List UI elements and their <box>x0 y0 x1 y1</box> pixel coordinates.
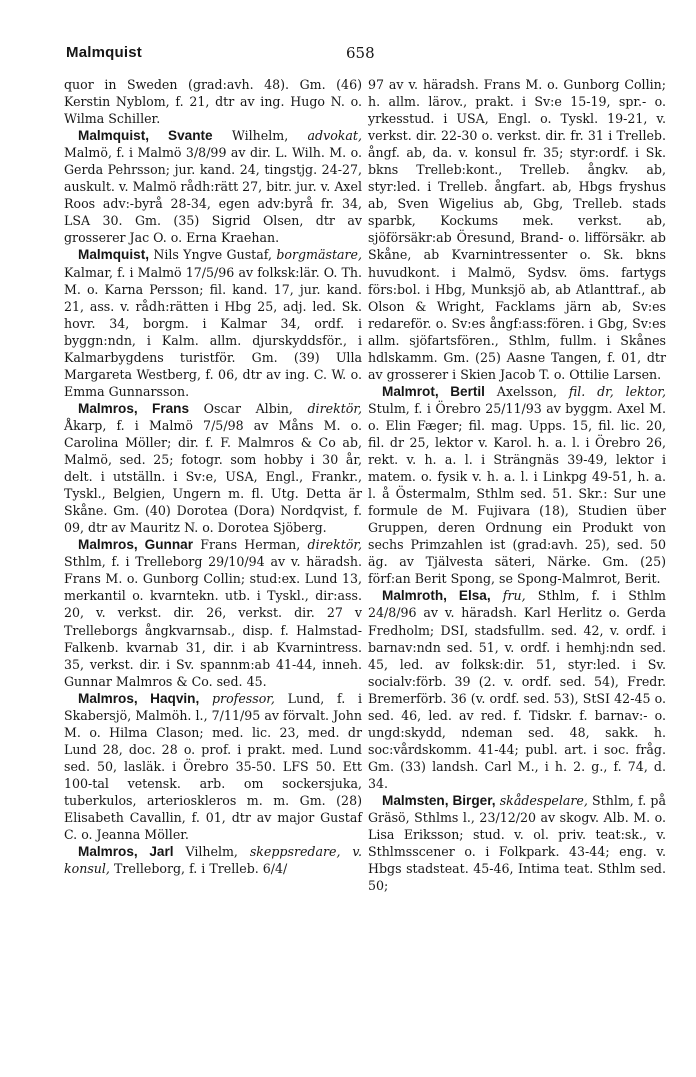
entry <box>64 843 362 877</box>
entry-title: skådespelare, <box>499 792 588 808</box>
entry-text: Sthlm, f. i Trelleborg 29/10/94 av v. häradsh. Frans M. o. Gunborg Collin; stud:ex. Lund 13, merkantil o. kvarntekn. utb. i Tyskl., dir:ass. 20, v. verkst. dir. 26, verkst. dir. 27 v Trelleborgs ångkvarnsab., disp. f. Halmstad-Falkenb. kvarnab 31, dir. i ab Kvarnintress. 35, verkst. dir. i Sv. spannm:ab 41-44, inneh. Gunnar Malmros & Co. sed. 45. <box>64 554 362 689</box>
page-number: 658 <box>346 44 375 62</box>
entry <box>64 246 362 399</box>
entry-title: advokat, <box>307 128 362 144</box>
entry-continuation <box>64 76 362 127</box>
entry-given-names: Axelsson, <box>496 383 558 399</box>
entry-name: Malmros, Jarl <box>78 844 174 860</box>
entry <box>368 587 666 792</box>
entry <box>368 792 666 894</box>
entry-title: skeppsredare, v. konsul, <box>64 844 362 877</box>
entry <box>64 127 362 246</box>
entry-title: direktör, <box>307 537 362 553</box>
entry-text: Trelleborg, f. i Trelleb. 6/4/ <box>113 861 288 877</box>
entry-given-names: Frans Herman, <box>200 537 301 553</box>
entry-title: fil. dr, lektor, <box>568 383 666 399</box>
entry-continuation <box>368 76 666 383</box>
entry-text: Malmö, f. i Malmö 3/8/99 av dir. L. Wilh. M. o. Gerda Pehrsson; jur. kand. 24, tingstjg. 24-27, auskult. v. Malmö rådh:rätt 27, bitr. jur. v. Axel Roos adv:-byrå 28-34, egen adv:byrå fr. 34, LSA 30. Gm. (35) Sigrid Olsen, dtr av grosserer Jac O. o. Erna Kraehan. <box>64 145 362 246</box>
entry-name: Malmquist, Svante <box>78 128 213 144</box>
entry-name: Malmros, Gunnar <box>78 537 193 553</box>
left-column <box>64 76 362 877</box>
entry-given-names: Nils Yngve Gustaf, <box>153 247 272 263</box>
entry <box>64 400 362 536</box>
entry-title: professor, <box>212 690 275 706</box>
entry-text: Sthlm, f. på Gräsö, Sthlms l., 23/12/20 av skogv. Alb. M. o. Lisa Eriksson; stud. v. ol. priv. teat:sk., v. Sthlmsscener o. i Folkpark. 43-44; eng. v. Hbgs stadsteat. 45-46, Intima teat. Sthlm sed. 50; <box>368 792 666 894</box>
entry-given-names: Vilhelm, <box>185 844 238 860</box>
entry-title: fru, <box>502 588 526 604</box>
entry-title: borgmästare, <box>276 247 362 263</box>
entry-name: Malmquist, <box>78 247 149 263</box>
page-header <box>66 44 666 68</box>
entry-text: Åkarp, f. i Malmö 7/5/98 av Måns M. o. Carolina Möller; dir. f. F. Malmros & Co ab, Malmö, sed. 25; fotogr. som hobby i 30 år, delt. i utställn. i Sv:e, USA, Engl., Frankr., Tyskl., Belgien, Ungern m. fl. Utg. Detta är Skåne. Gm. (40) Dorotea (Dora) Nordqvist, f. 09, dtr av Mauritz N. o. Dorotea Sjöberg. <box>64 417 362 536</box>
entry-name: Malmroth, Elsa, <box>382 588 491 604</box>
entry-given-names: Oscar Albin, <box>203 400 293 416</box>
entry-name: Malmsten, Birger, <box>382 792 496 808</box>
entry-text: quor in Sweden (grad:avh. 48). Gm. (46) Kerstin Nyblom, f. 21, dtr av ing. Hugo N. o. Wilma Schiller. <box>64 77 362 127</box>
entry-text: Stulm, f. i Örebro 25/11/93 av byggm. Axel M. o. Elin Fæger; fil. mag. Upps. 15, fil. lic. 20, fil. dr 25, lektor v. Karol. h. a. l. i Örebro 26, rekt. v. h. a. l. i Strängnäs 39-49, lektor i matem. o. fysik v. h. a. l. i Linkpg 49-51, h. a. l. å Östermalm, Sthlm sed. 51. Skr.: Sur une formule de M. Fujivara (18), Studien über Gruppen, deren Ordnung ein Produkt von sechs Primzahlen ist (grad:avh. 25), sed. 50 äg. av Tjälvesta säteri, Närke. Gm. (25) förf:an Berit Spong, se Spong-Malmrot, Berit. <box>368 400 666 587</box>
entry-given-names: Wilhelm, <box>231 128 289 144</box>
entry-title: direktör, <box>307 400 362 416</box>
entry <box>64 536 362 689</box>
running-head: Malmquist <box>66 44 142 61</box>
entry-name: Malmros, Frans <box>78 400 190 416</box>
entry <box>64 690 362 843</box>
entry-text: Lund, f. i Skabersjö, Malmöh. l., 7/11/95 av förvalt. John M. o. Hilma Clason; med. lic. 23, med. dr Lund 28, doc. 28 o. prof. i prakt. med. Lund sed. 50, lasläk. i Örebro 35-50. LFS 50. Ett 100-tal vetensk. arb. om sockersjuka, tuberkulos, arterioskleros m. m. Gm. (28) Elisabeth Cavallin, f. 01, dtr av major Gustaf C. o. Jeanna Möller. <box>64 690 362 843</box>
entry-text: Kalmar, f. i Malmö 17/5/96 av folksk:lär. O. Th. M. o. Karna Persson; fil. kand. 17, jur. kand. 21, ass. v. rådh:rätten i Hbg 25, adj. led. Sk. hovr. 34, borgm. i Kalmar 34, ordf. i byggn:ndn, i Kalm. allm. djurskyddsför., i Kalmarbygdens turistför. Gm. (39) Ulla Margareta Westberg, f. 06, dtr av ing. C. W. o. Emma Gunnarsson. <box>64 264 362 399</box>
entry-text: 97 av v. häradsh. Frans M. o. Gunborg Collin; h. allm. lärov., prakt. i Sv:e 15-19, spr.- o. yrkesstud. i USA, Engl. o. Tyskl. 19-21, v. verkst. dir. 22-30 o. verkst. dir. fr. 31 i Trelleb. ångf. ab, da. v. konsul fr. 35; styr:ordf. i Sk. bkns Trelleb:kont., Trelleb. ångkv. ab, styr:led. i Trelleb. ångfart. ab, Hbgs fryshus ab, Sven Wigelius ab, Gbg, Trelleb. stads sparbk, Kockums mek. verkst. ab, sjöförsäkr:ab Öresund, Brand- o. lifförsäkr. ab Skåne, ab Kvarnintressenter o. Sk. bkns huvudkont. i Malmö, Sydsv. öms. fartygs förs:bol. i Hbg, Munksjö ab, ab Atlanttraf., ab Olson & Wright, Facklams järn ab, Sv:es redareför. o. Sv:es ångf:ass:fören. i Gbg, Sv:es allm. sjöfartsfören., Sthlm, fullm. i Skånes hdlskamm. Gm. (25) Aasne Tangen, f. 01, dtr av grosserer i Skien Jacob T. o. Ottilie Larsen. <box>368 77 666 382</box>
entry <box>368 383 666 588</box>
right-column <box>368 76 666 894</box>
entry-name: Malmros, Haqvin, <box>78 690 200 706</box>
entry-text: Sthlm, f. i Sthlm 24/8/96 av v. häradsh. Karl Herlitz o. Gerda Fredholm; DSI, stadsfullm. sed. 42, v. ordf. i barnav:ndn sed. 51, v. ordf. i hemhj:ndn sed. 45, led. av folksk:dir. 51, styr:led. i Sv. socialv:förb. 39 (2. v. ordf. sed. 54), Fredr. Bremerförb. 36 (v. ordf. sed. 53), StSI 42-45 o. sed. 46, led. av red. f. Tidskr. f. barnav:- o. ungd:skydd, ndeman sed. 48, sakk. h. soc:vårdskomm. 41-44; publ. art. i soc. fråg. Gm. (33) landsh. Carl M., i h. 2. g., f. 74, d. 34. <box>368 588 666 791</box>
entry-name: Malmrot, Bertil <box>382 383 485 399</box>
